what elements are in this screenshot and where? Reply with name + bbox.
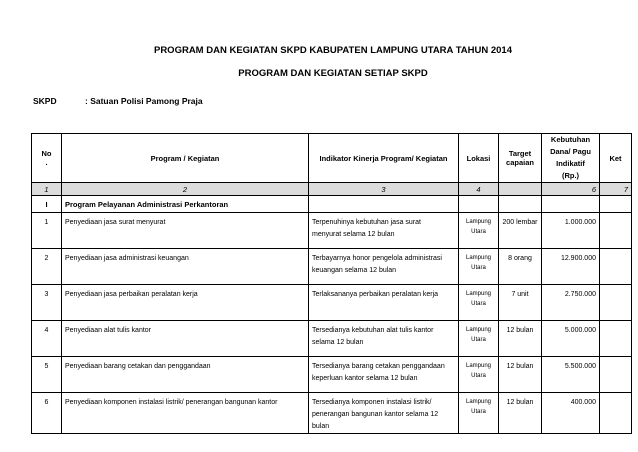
section-name: Program Pelayanan Administrasi Perkantoran — [62, 196, 309, 213]
table-row — [32, 285, 632, 321]
row-lokasi: Lampung Utara — [459, 249, 499, 285]
table-row — [32, 357, 632, 393]
row-target: 12 bulan — [499, 357, 542, 393]
column-number: 4 — [459, 183, 499, 196]
row-target: 7 unit — [499, 285, 542, 321]
column-number: 1 — [32, 183, 62, 196]
table-header-row — [32, 134, 632, 183]
column-number: 2 — [62, 183, 309, 196]
row-no: 4 — [32, 321, 62, 357]
row-ket — [600, 321, 632, 357]
row-ket — [600, 357, 632, 393]
row-indikator: Terpenuhinya kebutuhan jasa surat menyurat selama 12 bulan — [309, 213, 459, 249]
row-no: 5 — [32, 357, 62, 393]
row-lokasi: Lampung Utara — [459, 393, 499, 434]
skpd-value: : Satuan Polisi Pamong Praja — [85, 96, 203, 106]
section-row — [32, 196, 632, 213]
row-no: 6 — [32, 393, 62, 434]
header-program: Program / Kegiatan — [62, 134, 309, 183]
row-kegiatan: Penyediaan barang cetakan dan penggandaan — [62, 357, 309, 393]
row-lokasi: Lampung Utara — [459, 321, 499, 357]
row-ket — [600, 249, 632, 285]
row-target: 200 lembar — [499, 213, 542, 249]
row-kegiatan: Penyediaan jasa surat menyurat — [62, 213, 309, 249]
row-target: 12 bulan — [499, 321, 542, 357]
header-indikator: Indikator Kinerja Program/ Kegiatan — [309, 134, 459, 183]
row-ket — [600, 393, 632, 434]
row-ket — [600, 213, 632, 249]
row-kegiatan: Penyediaan jasa perbaikan peralatan kerja — [62, 285, 309, 321]
row-no: 1 — [32, 213, 62, 249]
row-dana: 5.000.000 — [542, 321, 600, 357]
row-indikator: Terlaksananya perbaikan peralatan kerja — [309, 285, 459, 321]
header-ket: Ket — [600, 134, 632, 183]
row-indikator: Tersedianya komponen instalasi listrik/ penerangan bangunan kantor selama 12 bulan — [309, 393, 459, 434]
row-dana: 5.500.000 — [542, 357, 600, 393]
header-dana: Kebutuhan Dana/ Pagu Indikatif (Rp.) — [542, 134, 600, 183]
row-ket — [600, 285, 632, 321]
column-number: 6 — [542, 183, 600, 196]
section-number: I — [32, 196, 62, 213]
row-no: 2 — [32, 249, 62, 285]
row-target: 12 bulan — [499, 393, 542, 434]
row-lokasi: Lampung Utara — [459, 285, 499, 321]
column-number: 7 — [600, 183, 632, 196]
header-lokasi: Lokasi — [459, 134, 499, 183]
skpd-label: SKPD — [33, 96, 57, 106]
row-indikator: Terbayarnya honor pengelola administrasi keuangan selama 12 bulan — [309, 249, 459, 285]
header-target: Target capaian — [499, 134, 542, 183]
column-number — [499, 183, 542, 196]
row-dana: 2.750.000 — [542, 285, 600, 321]
row-kegiatan: Penyediaan alat tulis kantor — [62, 321, 309, 357]
row-lokasi: Lampung Utara — [459, 213, 499, 249]
row-kegiatan: Penyediaan jasa administrasi keuangan — [62, 249, 309, 285]
table-row — [32, 321, 632, 357]
row-dana: 12.900.000 — [542, 249, 600, 285]
table-row — [32, 393, 632, 434]
column-number-row — [32, 183, 632, 196]
table-row — [32, 213, 632, 249]
row-lokasi: Lampung Utara — [459, 357, 499, 393]
row-kegiatan: Penyediaan komponen instalasi listrik/ penerangan bangunan kantor — [62, 393, 309, 434]
row-no: 3 — [32, 285, 62, 321]
row-dana: 1.000.000 — [542, 213, 600, 249]
document-subtitle: PROGRAM DAN KEGIATAN SETIAP SKPD — [238, 68, 428, 79]
skpd-line — [33, 96, 203, 106]
row-target: 8 orang — [499, 249, 542, 285]
row-indikator: Tersedianya barang cetakan penggandaan keperluan kantor selama 12 bulan — [309, 357, 459, 393]
header-no: No . — [32, 134, 62, 183]
program-table — [31, 133, 632, 434]
row-indikator: Tersedianya kebutuhan alat tulis kantor selama 12 bulan — [309, 321, 459, 357]
table-row — [32, 249, 632, 285]
column-number: 3 — [309, 183, 459, 196]
row-dana: 400.000 — [542, 393, 600, 434]
document-title: PROGRAM DAN KEGIATAN SKPD KABUPATEN LAMPUNG UTARA TAHUN 2014 — [153, 45, 513, 56]
